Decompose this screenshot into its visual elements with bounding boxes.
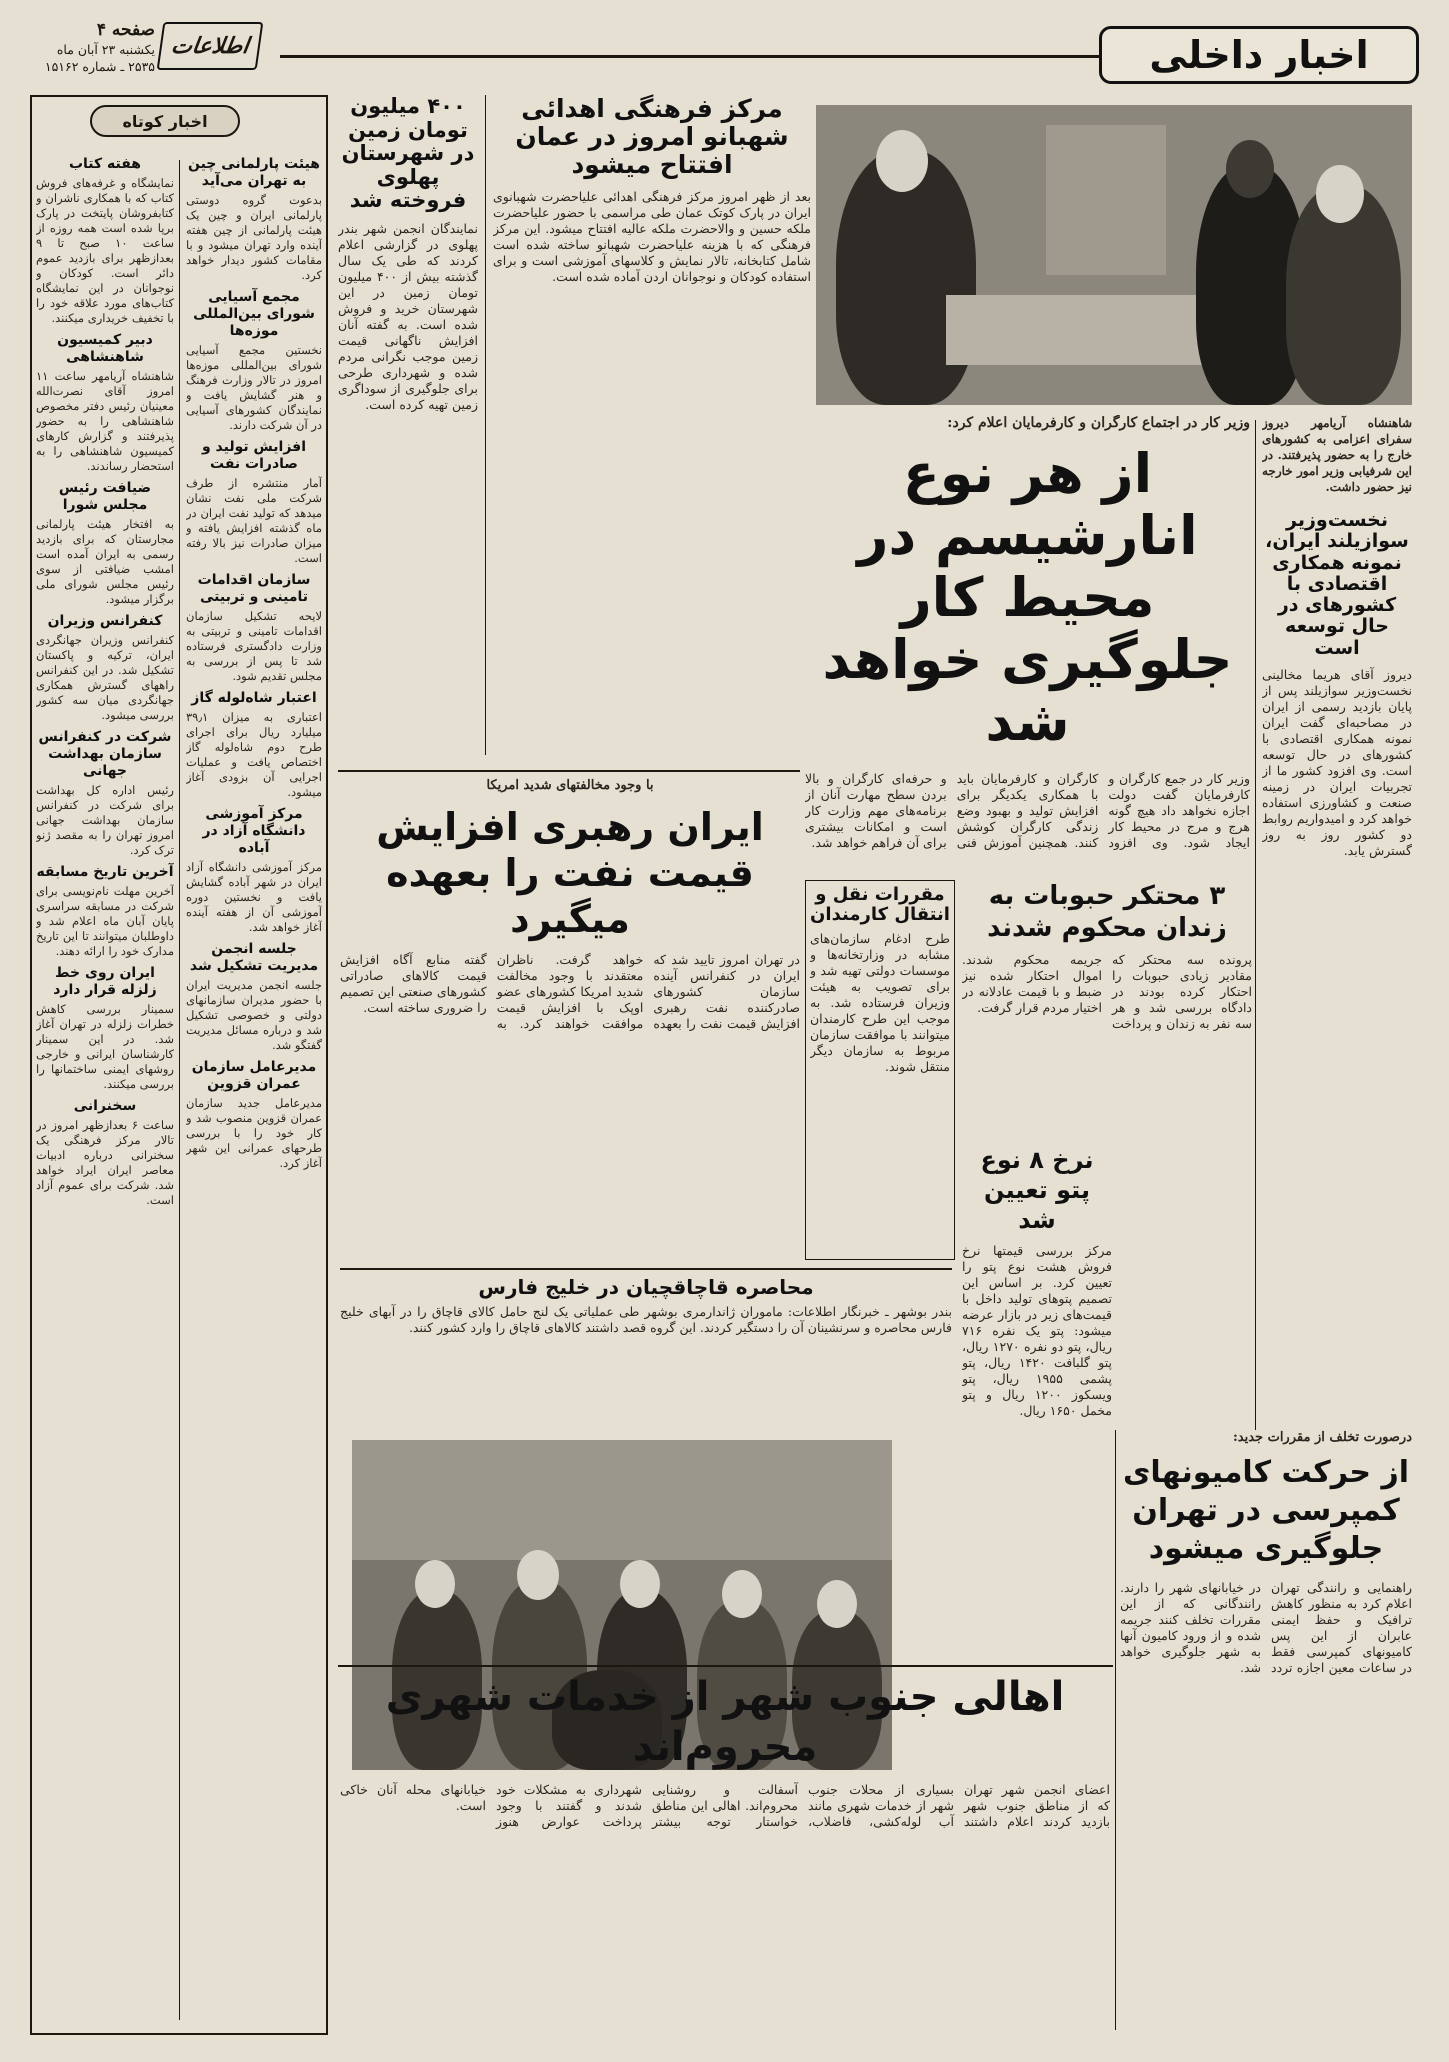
- brief-item: سازمان اقدامات تامینی و تربیتی لایحه تشکیل سازمان اقدامات تامینی و تربیتی به وزارت دادگستری فرستاده شد تا پس از بررسی به مجلس تقدیم شود.: [186, 572, 322, 683]
- cultural-center-headline: مرکز فرهنگی اهدائی شهبانو امروز در عمان افتتاح میشود: [515, 94, 789, 179]
- blanket-headline: نرخ ۸ نوع پتو تعیین شد: [980, 1146, 1094, 1234]
- transport-body: طرح ادغام سازمان‌های مشابه در وزارتخانه‌ها و موسسات دولتی تهیه شد و برای تصویب به هیئت وزیران فرستاده شد. به موجب این طرح کارمندان میتوانند با موافقت سازمان مربوط به سازمان دیگر منتقل شوند.: [810, 931, 950, 1075]
- cooperation-headline: نخست‌وزیر سوازیلند ایران، نمونه همکاری اقتصادی با کشورهای در حال توسعه است: [1265, 509, 1409, 659]
- audience-photo: [816, 105, 1412, 405]
- brief-item: ضیافت رئیس مجلس شورا به افتخار هیئت پارلمانی مجارستان که برای بازدید رسمی به ایران آمده است امشب ضیافتی از سوی رئیس مجلس شورای ملی برگزار میشود.: [36, 480, 174, 606]
- page-label: صفحه ۴: [96, 20, 155, 40]
- anarchism-body: وزیر کار در جمع کارگران و کارفرمایان گفت دولت اجازه نخواهد داد هیچ گونه هرج و مرج در محیط کار ایجاد شود. وی افزود کارگران و کارفرمایان باید با همکاری یکدیگر برای افزایش تولید و بهبود وضع زندگی کارگران کوشش کنند. همچنین آموزش فنی و حرفه‌ای کارگران و بالا بردن سطح مهارت آنان از برنامه‌های مهم وزارت کار است و امکانات بیشتری برای آن فراهم خواهد شد.: [805, 771, 1250, 850]
- story-blanket-prices: [962, 1145, 1112, 1665]
- section-title: اخبار داخلی: [1149, 33, 1369, 77]
- brief-item: مرکز آموزشی دانشگاه آزاد در آباده مرکز آموزشی دانشگاه آزاد ایران در شهر آباده گشایش یافت و نخستین دوره آموزشی آن از هفته آینده آغاز خواهد شد.: [186, 806, 322, 934]
- brief-item: مدیرعامل سازمان عمران قزوین مدیرعامل جدید سازمان عمران قزوین منصوب شد و کار خود را با بررسی طرحهای عمرانی این شهر آغاز کرد.: [186, 1059, 322, 1170]
- brief-item: آخرین تاریخ مسابقه آخرین مهلت نام‌نویسی برای شرکت در مسابقه سراسری پایان آبان ماه اعلام شد و داوطلبان میتوانند تا این تاریخ مدارک خود را ارائه دهند.: [36, 864, 174, 958]
- column-rule: [1115, 1430, 1116, 2030]
- photo-caption: شاهنشاه آریامهر دیروز سفرای اعزامی به کشورهای خارج را به حضور پذیرفتند. در این شرفیابی وزیر امور خارجه نیز حضور داشت.: [1262, 416, 1412, 494]
- hoarders-body: پرونده سه محتکر که مقادیر زیادی حبوبات را احتکار کرده بودند در دادگاه بررسی شد و هر سه نفر به زندان و پرداخت جریمه محکوم شدند. اموال احتکار شده نیز ضبط و با قیمت عادلانه در اختیار مردم قرار گرفت.: [962, 952, 1252, 1031]
- hoarders-headline: ۳ محتکر حبوبات به زندان محکوم شدند: [987, 881, 1227, 943]
- brief-item: هیئت پارلمانی چین به تهران می‌آید بدعوت گروه دوستی پارلمانی ایران و چین یک هیئت پارلمانی از چین هفته آینده وارد تهران میشود و با مقامات کشور دیدار خواهد کرد.: [186, 156, 322, 282]
- story-land-sale: [338, 95, 478, 745]
- newspaper-logo: [157, 22, 264, 70]
- brief-item: مجمع آسیایی شورای بین‌المللی موزه‌ها نخستین مجمع آسیایی شورای بین‌المللی موزه‌ها امروز در تالار وزارت فرهنگ و هنر گشایش یافت و نمایندگان کشورهای آسیایی در آن شرکت دارند.: [186, 289, 322, 432]
- trucks-body: راهنمایی و رانندگی تهران اعلام کرد به منظور کاهش ترافیک و حفظ ایمنی عابران از این پس کامیونهای کمپرسی فقط در ساعات معین اجازه تردد در خیابانهای شهر را دارند. رانندگانی که از این مقررات تخلف کنند جریمه شده و از ورود کامیون آنها به شهر جلوگیری خواهد شد.: [1120, 1580, 1412, 1675]
- date-line: یکشنبه ۲۳ آبان ماه: [56, 42, 155, 57]
- column-rule: [485, 95, 486, 755]
- transport-headline: مقررات نقل و انتقال کارمندان: [810, 884, 950, 926]
- south-city-body: اعضای انجمن شهر تهران که از مناطق جنوب شهر بازدید کردند اعلام داشتند بسیاری از محلات جنوب شهر از خدمات شهری مانند آب لوله‌کشی، فاضلاب، آسفالت و روشنایی محروم‌اند. اهالی این مناطق خواستار توجه بیشتر شهرداری به مشکلات خود شدند و گفتند با وجود پرداخت عوارض هنوز خیابانهای محله آنان خاکی است.: [340, 1782, 1110, 1829]
- brief-item: ایران روی خط زلزله قرار دارد سمینار بررسی کاهش خطرات زلزله در تهران آغاز شد. در این سمینار کارشناسان ایرانی و خارجی روشهای ایمنی ساختمانها را بررسی میکنند.: [36, 965, 174, 1091]
- brief-item: شرکت در کنفرانس سازمان بهداشت جهانی رئیس اداره کل بهداشت برای شرکت در کنفرانس سازمان بهداشت جهانی امروز تهران را به مقصد ژنو ترک کرد.: [36, 729, 174, 857]
- masthead-rule: [280, 55, 1100, 58]
- column-rule: [1255, 420, 1256, 1430]
- masthead: [0, 0, 1449, 90]
- story-hoarders: [962, 880, 1252, 1140]
- story-transport: [805, 880, 955, 1260]
- section-rule: [338, 1665, 1113, 1667]
- cooperation-body: دیروز آقای هریما مخالینی نخست‌وزیر سوازیلند پس از پایان بازدید رسمی از ایران در مصاحبه‌ای گفت ایران نمونه همکاری اقتصادی با کشورهای در حال توسعه است. وی افزود کشور ما از تجربیات ایران در زمینه صنعت و کشاورزی استفاده خواهد کرد و امیدواریم روابط دو کشور روز به روز گسترش یابد.: [1262, 666, 1412, 858]
- sidebar-divider: [179, 160, 180, 2020]
- land-sale-headline: ۴۰۰ میلیون تومان زمین در شهرستان پهلوی فروخته شد: [341, 94, 475, 213]
- brief-item: جلسه انجمن مدیریت تشکیل شد جلسه انجمن مدیریت ایران با حضور مدیران سازمانهای دولتی و خصوصی تشکیل شد و درباره مسائل مدیریت گفتگو شد.: [186, 941, 322, 1052]
- story-cultural-center: [493, 95, 811, 425]
- briefs-column-right: [186, 150, 322, 2020]
- trucks-kicker: درصورت تخلف از مقررات جدید:: [1232, 1430, 1412, 1445]
- briefs-box-title: اخبار کوتاه: [90, 105, 240, 137]
- anarchism-headline: از هر نوع انارشیسم در محیط کار جلوگیری خواهد شد: [822, 442, 1233, 753]
- anarchism-kicker: وزیر کار در اجتماع کارگران و کارفرمایان اعلام کرد:: [947, 415, 1250, 431]
- story-gulf: [340, 1268, 952, 1438]
- section-title-box: [1099, 26, 1419, 84]
- oil-headline: ایران رهبری افزایش قیمت نفت را بعهده میگیرد: [376, 805, 764, 941]
- story-oil-price: [340, 778, 800, 1258]
- trucks-headline: از حرکت کامیونهای کمپرسی در تهران جلوگیری میشود: [1122, 1455, 1410, 1566]
- logo-text: اطلاعات: [169, 33, 251, 59]
- blanket-body: مرکز بررسی قیمتها نرخ فروش هشت نوع پتو را تعیین کرد. بر اساس این تصمیم پتوهای تولید داخل با قیمت‌های زیر در بازار عرضه میشود: پتو یک نفره ۷۱۶ ریال، پتو دو نفره ۱۲۷۰ ریال، پتو گلبافت ۱۴۲۰ ریال، پتو پشمی ۱۹۵۵ ریال، پتو ویسکوز ۱۲۰۰ ریال و پتو مخمل ۱۶۵۰ ریال.: [962, 1243, 1112, 1418]
- land-sale-body: نمایندگان انجمن شهر بندر پهلوی در گزارشی اعلام کردند که طی یک سال گذشته بیش از ۴۰۰ میلیون تومان زمین در این شهرستان خرید و فروش شده است. به گفته آنان افزایش ناگهانی قیمت زمین موجب نگرانی مردم شده و شهرداری طرحی برای جلوگیری از سوداگری زمین تهیه کرده است.: [338, 220, 478, 412]
- oil-kicker: با وجود مخالفتهای شدید امریکا: [486, 778, 654, 793]
- story-cooperation: [1262, 510, 1412, 1410]
- brief-item: سخنرانی ساعت ۶ بعدازظهر امروز در تالار مرکز فرهنگی یک سخنرانی درباره ادبیات معاصر ایران ایراد خواهد شد. شرکت برای عموم آزاد است.: [36, 1098, 174, 1207]
- brief-item: هفته کتاب نمایشگاه و غرفه‌های فروش کتاب که با همکاری ناشران و کتابفروشان پایتخت در پارک برپا شده است همه روزه از ساعت ۱۰ صبح تا ۹ بعدازظهر برای بازدید عموم دائر است. کودکان و نوجوانان در این نمایشگاه کتاب‌های مورد علاقه خود را با تخفیف خریداری میکنند.: [36, 156, 174, 325]
- oil-body: در تهران امروز تایید شد که ایران در کنفرانس آینده سازمان کشورهای صادرکننده نفت رهبری افزایش قیمت نفت را بعهده خواهد گرفت. ناظران معتقدند با وجود مخالفت شدید امریکا کشورهای عضو اوپک با افزایش قیمت موافقت خواهند کرد. به گفته منابع آگاه افزایش قیمت کالاهای صادراتی کشورهای صنعتی این تصمیم را ضروری ساخته است.: [340, 952, 800, 1031]
- south-city-headline: اهالی جنوب شهر از خدمات شهری محروم‌اند: [385, 1674, 1065, 1770]
- story-south-city: [340, 1672, 1110, 2032]
- brief-item: دبیر کمیسیون شاهنشاهی شاهنشاه آریامهر ساعت ۱۱ امروز آقای نصرت‌الله معینیان رئیس دفتر مخصوص شاهنشاهی را به حضور پذیرفتند و گزارش کارهای کمیسیون شاهنشاهی را به استحضار رساندند.: [36, 332, 174, 473]
- section-rule: [338, 770, 800, 772]
- brief-item: کنفرانس وزیران کنفرانس وزیران جهانگردی ایران، ترکیه و پاکستان تشکیل شد. در این کنفرانس راههای گسترش همکاری جهانگردی میان سه کشور بررسی میشود.: [36, 613, 174, 722]
- cultural-center-body: بعد از ظهر امروز مرکز فرهنگی اهدائی علیاحضرت شهبانوی ایران در پارک کوتک عمان طی مراسمی با حضور علیاحضرت ملکه حسین و والاحضرت ملکه عالیه افتتاح میشود. این مرکز فرهنگی که با هزینه علیاحضرت شهبانو ساخته شده است شامل کتابخانه، تالار نمایش و کلاسهای آموزشی است و برای استفاده کودکان و نوجوانان اردن آماده شده است.: [493, 189, 811, 284]
- brief-item: اعتبار شاه‌لوله گاز اعتباری به میزان ۳۹٫۱ میلیارد ریال برای اجرای طرح دوم شاه‌لوله گاز اختصاص یافت و عملیات اجرایی آن بزودی آغاز میشود.: [186, 690, 322, 799]
- issue-line: ۲۵۳۵ ـ شماره ۱۵۱۶۲: [44, 59, 155, 74]
- brief-item: افزایش تولید و صادرات نفت آمار منتشره از طرف شرکت ملی نفت نشان میدهد که تولید نفت ایران در ماه گذشته افزایش یافته و میزان صادرات نیز بالا رفته است.: [186, 439, 322, 565]
- story-trucks: [1120, 1430, 1412, 2030]
- gulf-headline: محاصره قاچاقچیان در خلیج فارس: [478, 1275, 814, 1299]
- briefs-column-left: [36, 150, 174, 2020]
- date-block: [30, 20, 155, 74]
- gulf-body: بندر بوشهر ـ خبرنگار اطلاعات: ماموران ژاندارمری بوشهر طی عملیاتی یک لنج حامل کالای قاچاق را در آبهای خلیج فارس محاصره و سرنشینان آن را دستگیر کردند. این گروه قصد داشتند کالاهای قاچاق را وارد کشور کنند.: [340, 1304, 952, 1336]
